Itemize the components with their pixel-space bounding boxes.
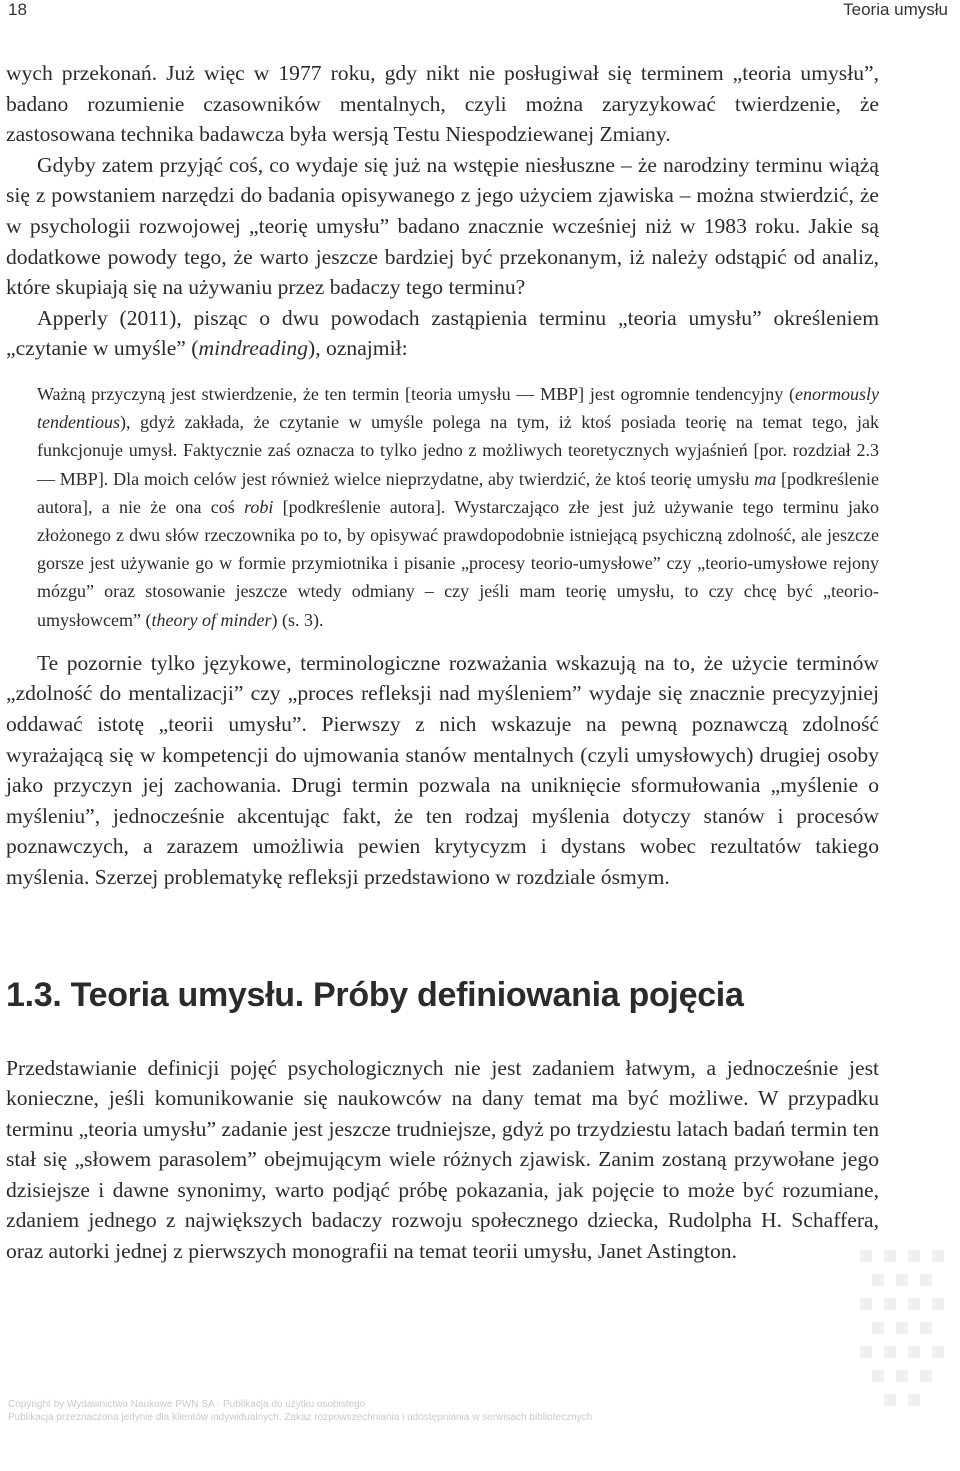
quote-text-4: [podkreślenie autora]. Wystarczająco złe jest już używanie tego terminu jako złożonego z dwu słów rzeczownika po to, by opisywać prawdopodobnie istniejącą psychiczną zdolność, ale jeszcze gorsze jest używanie go w formie przymiotnika i pisanie „procesy teorio-umysłowe” czy „teorio-umysłowe rejony mózgu” oraz stosowanie jeszcze wtedy odmiany – czy jeśli mam teorię umysłu, to czy chcę być „teorio-umysłowcem” ( bbox=[37, 496, 879, 630]
paragraph-definitions: Przedstawianie definicji pojęć psychologicznych nie jest zadaniem łatwym, a jednocześnie jest konieczne, jeśli komunikowanie się naukowców na dany temat ma być możliwe. W przypadku terminu „teoria umysłu” zadanie jest jeszcze trudniejsze, gdyż po trzydziestu latach badań termin ten stał się „słowem parasolem” obejmującym wiele różnych zjawisk. Zanim zostaną przywołane jego dzisiejsze i dawne synonimy, warto podjąć próbę pokazania, jak pojęcie to może być rozumiane, zdaniem jednego z największych badaczy rozwoju społecznego dziecka, Rudolpha H. Schaffera, oraz autorki jednej z pierwszych monografii na temat teorii umysłu, Janet Astington. bbox=[6, 1055, 879, 1264]
quote-italic-4: theory of minder bbox=[151, 609, 272, 630]
apperly-text-2: ), oznajmił: bbox=[308, 336, 408, 361]
quote-italic-1: enormously tendentious bbox=[37, 383, 879, 433]
section-heading: 1.3. Teoria umysłu. Próby definiowania pojęcia bbox=[6, 975, 744, 1014]
page-header bbox=[0, 0, 960, 20]
paragraph-gdyby: Gdyby zatem przyjąć coś, co wydaje się już na wstępie niesłuszne – że narodziny terminu wiążą się z powstaniem narzędzi do badania opisywanego z jego użyciem zjawiska – można stwierdzić, że w psychologii rozwojowej „teorię umysłu” badano znacznie wcześniej niż w 1983 roku. Jakie są dodatkowe powody tego, że warto jeszcze bardziej być przekonanym, iż należy odstąpić od analiz, które skupiają się na używaniu przez badaczy tego terminu? bbox=[6, 152, 879, 300]
watermark-notice bbox=[8, 1398, 708, 1424]
page-body bbox=[6, 58, 879, 1267]
paragraph-continuation: wych przekonań. Już więc w 1977 roku, gdy nikt nie posługiwał się terminem „teoria umysłu”, badano rozumienie czasowników mentalnych, czyli można zaryzykować twierdzenie, że zastosowana technika badawcza była wersją Testu Niespodziewanej Zmiany. bbox=[6, 61, 879, 147]
watermark-line-1: Copyright by Wydawnictwo Naukowe PWN SA · Publikacja do użytku osobistego bbox=[8, 1399, 366, 1410]
block-quote bbox=[37, 380, 879, 634]
paragraph-apperly-intro bbox=[6, 303, 879, 364]
quote-text-3: [podkreślenie autora], a nie że ona coś bbox=[37, 468, 879, 517]
quote-text-1: Ważną przyczyną jest stwierdzenie, że ten termin [teoria umysłu — MBP] jest ogromnie tendencyjny ( bbox=[37, 383, 795, 404]
apperly-italic-term: mindreading bbox=[198, 336, 309, 361]
running-title: Teoria umysłu bbox=[843, 0, 948, 19]
corner-watermark-pattern bbox=[850, 1230, 960, 1430]
quote-italic-2: ma bbox=[754, 468, 777, 489]
watermark-line-2: Publikacja przeznaczona jedynie dla klientów indywidualnych. Zakaz rozpowszechniania i udostępniania w serwisach bibliotecznych bbox=[8, 1412, 593, 1423]
apperly-text-1: Apperly (2011), pisząc o dwu powodach zastąpienia terminu „teoria umysłu” określeniem „czytanie w umyśle” ( bbox=[6, 305, 879, 361]
quote-text-5: ) (s. 3). bbox=[271, 609, 324, 630]
paragraph-terminology: Te pozornie tylko językowe, terminologiczne rozważania wskazują na to, że użycie terminów „zdolność do mentalizacji” czy „proces refleksji nad myśleniem” wydaje się znacznie precyzyjniej oddawać istotę „teorii umysłu”. Pierwszy z nich wskazuje na pewną poznawczą zdolność wyrażającą się w kompetencji do ujmowania stanów mentalnych (czyli umysłowych) drugiej osoby jako przyczyn jej zachowania. Drugi termin pozwala na uniknięcie sformułowania „myślenie o myśleniu”, jednocześnie akcentując fakt, że ten rodzaj myślenia dotyczy stanów i procesów poznawczych, a zarazem umożliwia pewien krytycyzm i dystans wobec rezultatów takiego myślenia. Szerzej problematykę refleksji przedstawiono w rozdziale ósmym. bbox=[6, 650, 879, 889]
quote-italic-3: robi bbox=[244, 496, 274, 517]
page-number: 18 bbox=[8, 0, 27, 19]
quote-text-2: ), gdyż zakłada, że czytanie w umyśle polega na tym, iż ktoś posiada teorię na temat tego, jak funkcjonuje umysł. Faktycznie zaś oznacza to tylko jedno z możliwych teoretycznych wyjaśnień [por. rozdział 2.3 — MBP]. Dla moich celów jest również wielce nieprzydatne, aby twierdzić, że ktoś teorię umysłu bbox=[37, 412, 879, 489]
